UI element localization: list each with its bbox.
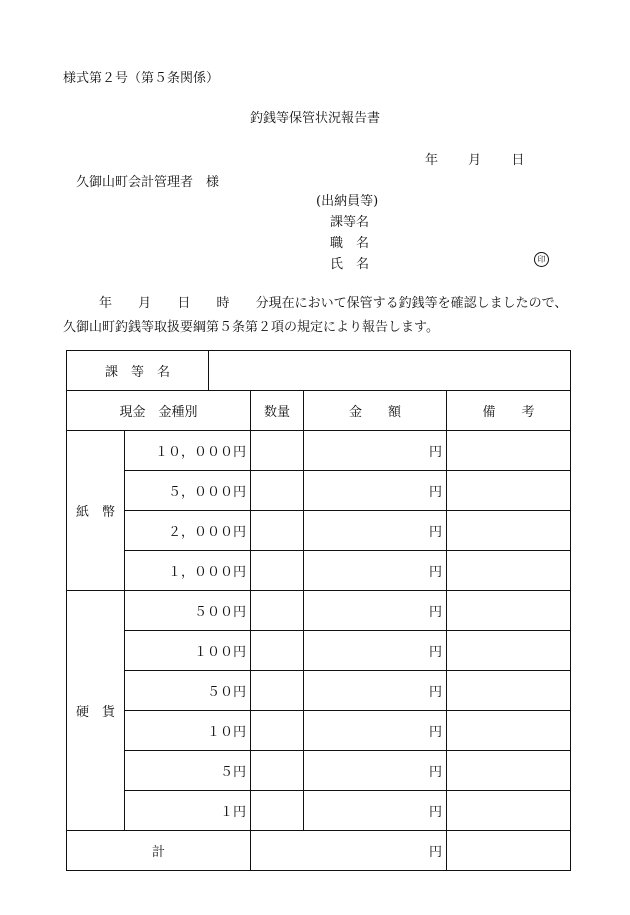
quantity-cell[interactable] (251, 631, 304, 671)
denomination-label: ５円 (125, 751, 251, 791)
body-text (63, 292, 583, 340)
total-remarks-cell[interactable] (447, 831, 571, 871)
col-header-remarks: 備 考 (447, 391, 571, 431)
amount-cell[interactable]: 円 (304, 551, 447, 591)
document-title: 釣銭等保管状況報告書 (249, 111, 380, 126)
cash-report-table (66, 350, 571, 871)
denomination-label: ５０円 (125, 671, 251, 711)
quantity-cell[interactable] (251, 471, 304, 511)
amount-cell[interactable]: 円 (304, 791, 447, 831)
date-day: 日 (511, 153, 525, 168)
body-hour: 時 (216, 296, 230, 311)
date-year: 年 (425, 153, 439, 168)
denomination-label: １０，０００円 (125, 431, 251, 471)
denomination-row (67, 471, 571, 511)
coin-label: 硬 貨 (67, 591, 125, 831)
denomination-row (67, 591, 571, 631)
denomination-label: １０円 (125, 711, 251, 751)
amount-cell[interactable]: 円 (304, 431, 447, 471)
quantity-cell[interactable] (251, 791, 304, 831)
denomination-label: １円 (125, 791, 251, 831)
total-label: 計 (67, 831, 251, 871)
reporter-name-label: 氏 名 (330, 257, 370, 272)
denomination-row (67, 791, 571, 831)
remarks-cell[interactable] (447, 551, 571, 591)
date-month: 月 (468, 153, 482, 168)
amount-cell[interactable]: 円 (304, 591, 447, 631)
date-line (425, 149, 550, 168)
remarks-cell[interactable] (447, 751, 571, 791)
denomination-label: １００円 (125, 631, 251, 671)
quantity-cell[interactable] (251, 551, 304, 591)
amount-cell[interactable]: 円 (304, 751, 447, 791)
body-line-2: 久御山町釣銭等取扱要綱第５条第２項の規定により報告します。 (63, 320, 439, 335)
remarks-cell[interactable] (447, 471, 571, 511)
body-line-1 (63, 292, 583, 316)
body-month: 月 (138, 296, 152, 311)
denomination-row (67, 631, 571, 671)
remarks-cell[interactable] (447, 631, 571, 671)
dept-row (67, 351, 571, 391)
col-header-amount: 金 額 (304, 391, 447, 431)
dept-value-cell[interactable] (209, 351, 571, 391)
coin-section (67, 591, 571, 831)
form-number: 様式第２号（第５条関係） (63, 71, 220, 86)
total-row (67, 831, 571, 871)
denomination-label: ２，０００円 (125, 511, 251, 551)
paper-money-label: 紙 幣 (67, 431, 125, 591)
col-header-type: 現金 金種別 (67, 391, 251, 431)
col-header-qty: 数量 (251, 391, 304, 431)
denomination-label: ５，０００円 (125, 471, 251, 511)
denomination-label: ５００円 (125, 591, 251, 631)
remarks-cell[interactable] (447, 591, 571, 631)
denomination-label: １，０００円 (125, 551, 251, 591)
paper-section (67, 431, 571, 591)
denomination-row (67, 551, 571, 591)
amount-cell[interactable]: 円 (304, 631, 447, 671)
quantity-cell[interactable] (251, 591, 304, 631)
reporter-block (316, 191, 378, 275)
remarks-cell[interactable] (447, 511, 571, 551)
denomination-row (67, 511, 571, 551)
quantity-cell[interactable] (251, 751, 304, 791)
dept-label: 課 等 名 (67, 351, 209, 391)
header-row (67, 391, 571, 431)
remarks-cell[interactable] (447, 431, 571, 471)
amount-cell[interactable]: 円 (304, 511, 447, 551)
reporter-group-label: (出納員等) (316, 194, 379, 209)
remarks-cell[interactable] (447, 711, 571, 751)
denomination-row (67, 671, 571, 711)
seal-mark: 印 (534, 252, 549, 267)
reporter-position-label: 職 名 (330, 236, 370, 251)
quantity-cell[interactable] (251, 671, 304, 711)
remarks-cell[interactable] (447, 671, 571, 711)
amount-cell[interactable]: 円 (304, 471, 447, 511)
denomination-row (67, 711, 571, 751)
amount-cell[interactable]: 円 (304, 671, 447, 711)
remarks-cell[interactable] (447, 791, 571, 831)
quantity-cell[interactable] (251, 431, 304, 471)
total-amount-cell[interactable]: 円 (251, 831, 447, 871)
quantity-cell[interactable] (251, 511, 304, 551)
reporter-dept-label: 課等名 (330, 215, 370, 230)
quantity-cell[interactable] (251, 711, 304, 751)
denomination-row (67, 431, 571, 471)
addressee: 久御山町会計管理者 様 (76, 175, 220, 190)
body-day: 日 (177, 296, 191, 311)
amount-cell[interactable]: 円 (304, 711, 447, 751)
body-line-1-rest: 分現在において保管する釣銭等を確認しましたので、 (255, 296, 568, 311)
body-year: 年 (99, 296, 113, 311)
denomination-row (67, 751, 571, 791)
